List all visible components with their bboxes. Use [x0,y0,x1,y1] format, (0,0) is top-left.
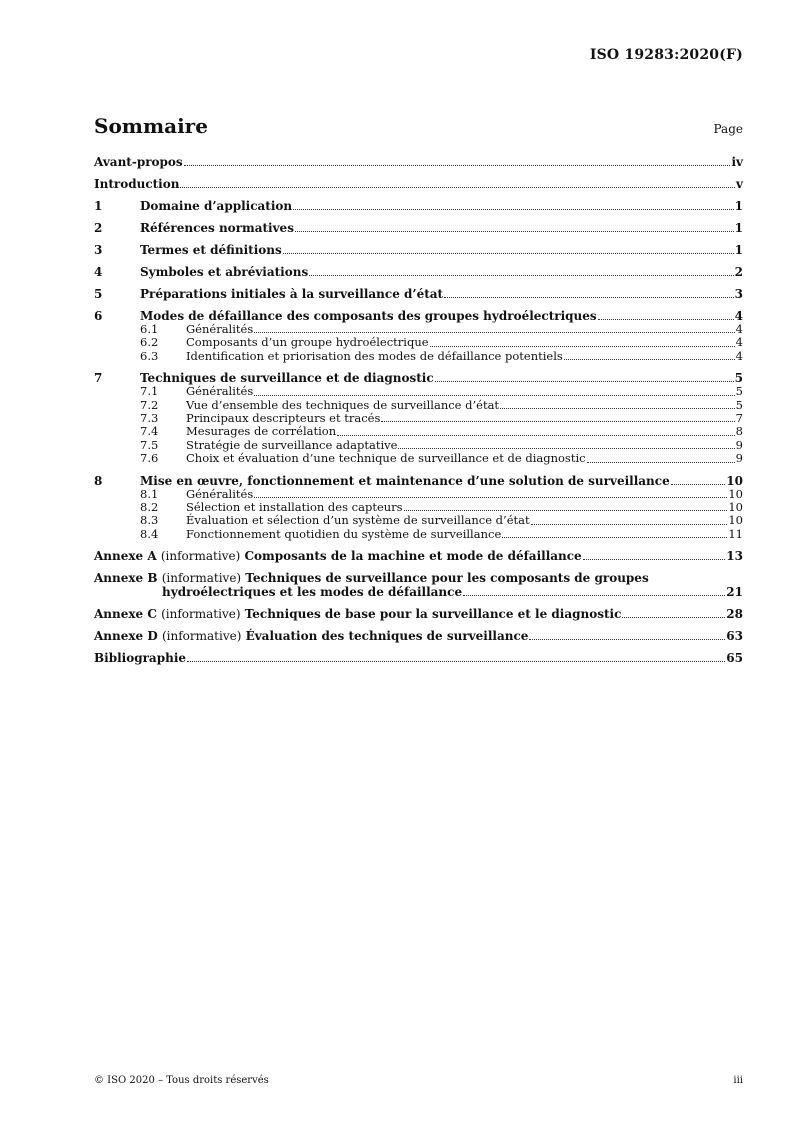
toc-subentry[interactable] [94,336,743,349]
toc-entry-page: 1 [734,243,743,257]
toc-entry-label: Identification et priorisation des modes de défaillance potentiels [186,348,563,363]
toc-entry[interactable] [94,474,743,488]
toc-entry-label: Composants d’un groupe hydroélectrique [186,335,429,350]
toc-entry-page: 10 [728,500,743,515]
toc-entry-label: Termes et définitions [140,243,282,257]
toc-entry-number: 7.4 [140,424,159,439]
annex-type: (informative) [161,571,242,586]
leader-dots [187,661,725,662]
toc-entry-number: 3 [94,243,103,257]
toc-entry-number: 8 [94,473,103,488]
toc-entry-page: 7 [735,411,743,426]
toc-entry[interactable] [94,265,743,279]
annex-title-continued: hydroélectriques et les modes de défaillance [162,585,463,600]
toc-subentry[interactable] [94,399,743,412]
leader-dots [463,595,725,596]
leader-dots [283,253,734,254]
toc-annex-d[interactable] [94,629,743,643]
leader-dots [254,332,734,333]
toc-entry-page: 4 [735,322,743,336]
toc-entry-label: Avant-propos [94,155,183,169]
toc-entry-page: 3 [734,287,743,301]
leader-dots [531,524,728,525]
annex-prefix: Annexe B [94,571,158,586]
leader-dots [180,187,735,188]
leader-dots [254,395,734,396]
annex-title: Composants de la machine et mode de défaillance [244,549,582,564]
toc-entry-label: Techniques de surveillance et de diagnostic [140,371,434,386]
toc-entry-number: 7.1 [140,384,159,399]
toc-entry-page: 4 [735,348,743,363]
annex-type: (informative) [161,607,241,622]
toc-entry-page: 4 [734,309,743,323]
toc-entry-page: 5 [735,397,743,412]
toc-subentry[interactable] [94,528,743,541]
leader-dots [444,297,734,298]
toc-entry-label: Évaluation et sélection d’un système de surveillance d’état [186,513,530,528]
toc-entry-number: 7.5 [140,437,159,452]
toc-entry-number: 8.1 [140,486,159,501]
toc-entry-page: 10 [728,513,743,528]
toc-entry-page: v [736,177,743,191]
toc-subentry[interactable] [94,439,743,452]
leader-dots [254,497,727,498]
toc-subentry[interactable] [94,452,743,465]
toc-entry-number: 7.6 [140,451,159,466]
toc-entry[interactable] [94,287,743,301]
toc-bibliography[interactable] [94,651,743,665]
toc-subentry[interactable] [94,514,743,527]
toc-entry-page: 1 [734,221,743,235]
toc-entry-number: 8.4 [140,526,159,541]
toc-entry-label: Symboles et abréviations [140,265,309,279]
annex-type: (informative) [161,629,242,644]
toc-entry-number: 5 [94,287,103,301]
toc-subentry[interactable] [94,488,743,501]
toc-subentry[interactable] [94,385,743,398]
toc-entry-page: 10 [728,486,743,501]
toc-entry-label: Généralités [186,322,254,336]
toc-entry-number: 6.3 [140,348,159,363]
toc-annex-b[interactable] [94,571,743,599]
toc-entry-label: Références normatives [140,221,294,235]
toc-entry-page: 1 [734,199,743,213]
annex-title: Techniques de base pour la surveillance et le diagnostic [244,607,622,622]
leader-dots [430,346,735,347]
leader-dots [529,639,725,640]
toc-entry-number: 6.1 [140,322,159,336]
toc-entry-label: Modes de défaillance des composants des groupes hydroélectriques [140,309,597,323]
toc-entry-page: 4 [735,335,743,350]
toc-subentry[interactable] [94,350,743,363]
leader-dots [309,275,733,276]
toc-entry-number: 7.3 [140,411,159,426]
leader-dots [598,319,734,320]
toc-annex-c[interactable] [94,607,743,621]
toc-entry-label: Vue d’ensemble des techniques de surveillance d’état [186,397,500,412]
toc-subentry[interactable] [94,501,743,514]
toc-entry-label: Sélection et installation des capteurs [186,500,403,515]
annex-prefix: Annexe D [94,629,158,644]
toc-entry-label: Introduction [94,177,180,191]
toc-entry-number: 4 [94,265,103,279]
toc-entry-label: Fonctionnement quotidien du système de surveillance [186,526,502,541]
toc-entry-number: 2 [94,221,103,235]
toc-entry-number: 6.2 [140,335,159,350]
toc-entry-number: 7.2 [140,397,159,412]
toc-entry-label: Domaine d’application [140,199,293,213]
toc-entry-page: 10 [726,473,743,488]
annex-type: (informative) [160,549,241,564]
leader-dots [184,165,731,166]
leader-dots [398,448,734,449]
page-column-label: Page [713,122,743,136]
toc-entry-page: 21 [726,585,743,600]
toc-entry-page: 11 [728,526,743,541]
toc-entry-page: 5 [735,384,743,399]
toc-subentry[interactable] [94,425,743,438]
annex-title: Techniques de surveillance pour les composants de groupes [245,571,649,586]
toc-entry[interactable] [94,309,743,323]
annex-prefix: Annexe C [94,607,157,622]
toc-entry[interactable] [94,221,743,235]
toc-entry-number: 1 [94,199,103,213]
leader-dots [502,537,727,538]
toc-entry-page: 8 [735,424,743,439]
toc-entry-number: 6 [94,309,103,323]
footer-copyright: © ISO 2020 – Tous droits réservés [94,1075,269,1086]
toc-title-row [94,114,743,138]
leader-dots [381,421,734,422]
toc-entry[interactable] [94,243,743,257]
toc-entry-number: 8.2 [140,500,159,515]
toc-entry[interactable] [94,199,743,213]
toc-entry-label: Mesurages de corrélation [186,424,337,439]
annex-prefix: Annexe A [94,549,157,564]
toc-entry-label: Mise en œuvre, fonctionnement et maintenance d’une solution de surveillance [140,473,670,488]
footer-page-number: iii [733,1075,743,1086]
toc-title: Sommaire [94,114,208,138]
toc-entry-label: Choix et évaluation d’une technique de surveillance et de diagnostic [186,451,586,466]
toc-annex-a[interactable] [94,549,743,563]
toc-entry-label: Principaux descripteurs et tracés [186,411,381,426]
toc-entry[interactable] [94,155,743,169]
document-reference: ISO 19283:2020(F) [589,47,743,63]
leader-dots [500,408,735,409]
leader-dots [293,209,734,210]
toc-entry-page: 13 [726,549,743,564]
table-of-contents [94,155,743,665]
toc-entry-page: 2 [734,265,743,279]
toc-entry-label: Préparations initiales à la surveillance d’état [140,287,444,301]
toc-entry-number: 7 [94,371,103,386]
leader-dots [435,381,734,382]
leader-dots [564,359,735,360]
leader-dots [404,510,728,511]
toc-entry[interactable] [94,371,743,385]
toc-entry-number: 8.3 [140,513,159,528]
toc-entry-label: Généralités [186,384,254,399]
toc-subentry[interactable] [94,323,743,336]
leader-dots [587,462,735,463]
toc-entry-page: 9 [735,451,743,466]
leader-dots [337,435,735,436]
annex-title: Évaluation des techniques de surveillance [245,629,529,644]
toc-entry-page: 28 [726,607,743,622]
leader-dots [671,484,726,485]
leader-dots [583,559,726,560]
leader-dots [622,617,725,618]
toc-entry-label: Bibliographie [94,651,187,666]
toc-entry-label: Stratégie de surveillance adaptative [186,437,398,452]
toc-entry-page: 63 [726,629,743,644]
toc-entry-page: 65 [726,651,743,666]
toc-entry-page: 5 [734,371,743,386]
toc-subentry[interactable] [94,412,743,425]
leader-dots [295,231,734,232]
toc-entry-page: iv [731,155,743,169]
toc-entry[interactable] [94,177,743,191]
toc-entry-label: Généralités [186,486,254,501]
toc-entry-page: 9 [735,437,743,452]
